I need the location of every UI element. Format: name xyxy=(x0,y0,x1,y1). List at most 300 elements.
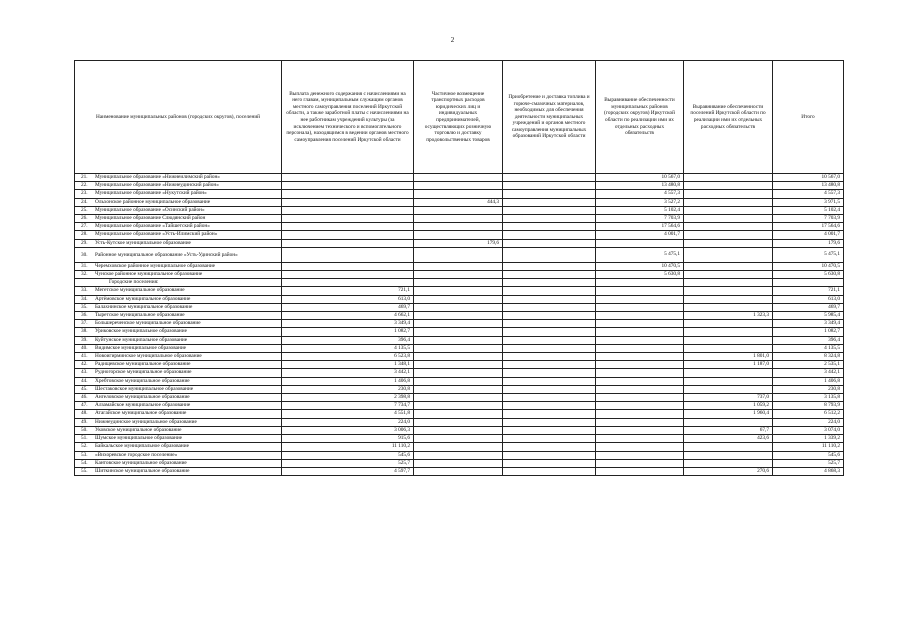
total-cell: 3 074,0 xyxy=(773,426,844,434)
settlements-equalization-cell xyxy=(684,239,773,247)
row-number: 25. xyxy=(81,206,88,213)
header-fuel: Приобретение и доставка топлива и горюче-смазочных материалов, необходимых для обеспечения деятельности муниципальных учреждений и органов местного самоуправления муниципальных образований Иркутской области xyxy=(503,61,596,174)
fuel-cell xyxy=(503,385,596,393)
municipality-cell xyxy=(75,410,282,418)
fuel-cell xyxy=(503,344,596,352)
salary-cell: 525,7 xyxy=(282,459,414,467)
municipality-name: Ольхонское районное муниципальное образование xyxy=(95,198,211,205)
table-row xyxy=(75,206,844,214)
districts-equalization-cell xyxy=(596,443,684,451)
table-header-row xyxy=(75,61,844,174)
salary-cell xyxy=(282,231,414,239)
total-cell xyxy=(773,279,844,287)
salary-cell: 396,4 xyxy=(282,336,414,344)
settlements-equalization-cell xyxy=(684,198,773,206)
settlements-equalization-cell xyxy=(684,182,773,190)
fuel-cell xyxy=(503,231,596,239)
municipality-cell xyxy=(75,402,282,410)
transport-cell xyxy=(414,247,503,262)
row-number: 50. xyxy=(81,426,88,433)
settlements-equalization-cell xyxy=(684,174,773,182)
salary-cell xyxy=(282,206,414,214)
salary-cell: 469,7 xyxy=(282,303,414,311)
total-cell: 8 324,8 xyxy=(773,353,844,361)
fuel-cell xyxy=(503,279,596,287)
salary-cell: 545,6 xyxy=(282,451,414,459)
table-row xyxy=(75,443,844,451)
fuel-cell xyxy=(503,206,596,214)
municipality-name: Видимское муниципальное образование xyxy=(95,344,187,351)
row-number: 31. xyxy=(81,262,88,269)
fuel-cell xyxy=(503,198,596,206)
table-row xyxy=(75,312,844,320)
districts-equalization-cell xyxy=(596,361,684,369)
row-number: 44. xyxy=(81,377,88,384)
salary-cell: 4 662,1 xyxy=(282,312,414,320)
municipality-name: Чунское районное муниципальное образование xyxy=(95,271,203,278)
transport-cell xyxy=(414,271,503,279)
salary-cell xyxy=(282,279,414,287)
table-row xyxy=(75,279,844,287)
total-cell: 6 512,2 xyxy=(773,410,844,418)
settlements-equalization-cell xyxy=(684,190,773,198)
salary-cell: 224,0 xyxy=(282,418,414,426)
districts-equalization-cell: 17 564,6 xyxy=(596,223,684,231)
municipality-name: Рудногорское муниципальное образование xyxy=(95,369,192,376)
row-number: 45. xyxy=(81,385,88,392)
municipality-cell xyxy=(75,303,282,311)
subsidy-table xyxy=(74,60,844,476)
total-cell: 4 135,5 xyxy=(773,344,844,352)
transport-cell: 444,3 xyxy=(414,198,503,206)
municipality-name: Байкальское муниципальное образование xyxy=(95,443,189,450)
settlements-equalization-cell xyxy=(684,385,773,393)
districts-equalization-cell: 10 470,5 xyxy=(596,262,684,270)
municipality-cell xyxy=(75,451,282,459)
row-number: 43. xyxy=(81,369,88,376)
table-row xyxy=(75,287,844,295)
settlements-equalization-cell xyxy=(684,320,773,328)
total-cell: 469,7 xyxy=(773,303,844,311)
districts-equalization-cell xyxy=(596,467,684,475)
table-row xyxy=(75,182,844,190)
salary-cell: 4 551,8 xyxy=(282,410,414,418)
municipality-cell xyxy=(75,353,282,361)
municipality-name: Алзамайское муниципальное образование xyxy=(95,402,191,409)
municipality-cell xyxy=(75,435,282,443)
transport-cell xyxy=(414,206,503,214)
total-cell: 5 985,4 xyxy=(773,312,844,320)
municipality-name: Большереченское муниципальное образование xyxy=(95,320,201,327)
transport-cell xyxy=(414,190,503,198)
districts-equalization-cell: 4 557,3 xyxy=(596,190,684,198)
fuel-cell xyxy=(503,353,596,361)
districts-equalization-cell: 10 567,0 xyxy=(596,174,684,182)
municipality-name: Муниципальное образование Слюдянский район xyxy=(95,215,206,222)
municipality-name: Муниципальное образование «Нижнеилимский район» xyxy=(95,174,220,180)
table-row xyxy=(75,231,844,239)
transport-cell xyxy=(414,295,503,303)
districts-equalization-cell xyxy=(596,295,684,303)
fuel-cell xyxy=(503,328,596,336)
municipality-cell xyxy=(75,459,282,467)
fuel-cell xyxy=(503,182,596,190)
transport-cell xyxy=(414,287,503,295)
table-row xyxy=(75,435,844,443)
fuel-cell xyxy=(503,369,596,377)
table-row xyxy=(75,459,844,467)
districts-equalization-cell xyxy=(596,312,684,320)
settlements-equalization-cell xyxy=(684,279,773,287)
settlements-equalization-cell xyxy=(684,377,773,385)
districts-equalization-cell xyxy=(596,451,684,459)
table-row xyxy=(75,451,844,459)
total-cell: 1 406,8 xyxy=(773,377,844,385)
municipality-name: Городские поселения: xyxy=(109,279,159,286)
fuel-cell xyxy=(503,377,596,385)
fuel-cell xyxy=(503,402,596,410)
municipality-name: Шиткинское муниципальное образование xyxy=(95,467,190,474)
row-number: 49. xyxy=(81,418,88,425)
transport-cell xyxy=(414,223,503,231)
municipality-name: «Вихоревское городское поселение» xyxy=(95,451,178,458)
transport-cell xyxy=(414,312,503,320)
row-number: 38. xyxy=(81,328,88,335)
row-number: 36. xyxy=(81,312,88,319)
fuel-cell xyxy=(503,451,596,459)
settlements-equalization-cell: 67,7 xyxy=(684,426,773,434)
settlements-equalization-cell xyxy=(684,215,773,223)
settlements-equalization-cell: 1 059,2 xyxy=(684,402,773,410)
row-number: 54. xyxy=(81,459,88,466)
districts-equalization-cell xyxy=(596,377,684,385)
transport-cell xyxy=(414,394,503,402)
table-row xyxy=(75,353,844,361)
municipality-cell xyxy=(75,262,282,270)
fuel-cell xyxy=(503,459,596,467)
transport-cell xyxy=(414,320,503,328)
municipality-cell xyxy=(75,320,282,328)
municipality-name: Ангеловское муниципальное образование xyxy=(95,394,190,401)
municipality-name: Мегетское муниципальное образование xyxy=(95,287,185,294)
municipality-cell xyxy=(75,215,282,223)
districts-equalization-cell xyxy=(596,435,684,443)
salary-cell: 3 349,4 xyxy=(282,320,414,328)
row-number: 33. xyxy=(81,287,88,294)
total-cell: 2 535,1 xyxy=(773,361,844,369)
settlements-equalization-cell xyxy=(684,328,773,336)
municipality-name: Муниципальное образование «Тайшетский район» xyxy=(95,223,210,230)
row-number: 37. xyxy=(81,320,88,327)
salary-cell xyxy=(282,174,414,182)
municipality-name: Уковское муниципальное образование xyxy=(95,426,182,433)
transport-cell xyxy=(414,369,503,377)
municipality-name: Черемховское районное муниципальное образование xyxy=(95,262,216,269)
transport-cell xyxy=(414,344,503,352)
municipality-cell xyxy=(75,223,282,231)
salary-cell xyxy=(282,271,414,279)
municipality-cell xyxy=(75,271,282,279)
municipality-cell xyxy=(75,328,282,336)
row-number: 35. xyxy=(81,303,88,310)
municipality-cell xyxy=(75,239,282,247)
transport-cell xyxy=(414,410,503,418)
settlements-equalization-cell xyxy=(684,418,773,426)
table-row xyxy=(75,215,844,223)
transport-cell xyxy=(414,467,503,475)
fuel-cell xyxy=(503,426,596,434)
row-number: 55. xyxy=(81,467,88,474)
transport-cell xyxy=(414,459,503,467)
table-row xyxy=(75,377,844,385)
fuel-cell xyxy=(503,336,596,344)
districts-equalization-cell xyxy=(596,303,684,311)
total-cell: 1 082,7 xyxy=(773,328,844,336)
transport-cell xyxy=(414,426,503,434)
row-number: 53. xyxy=(81,451,88,458)
districts-equalization-cell xyxy=(596,239,684,247)
transport-cell xyxy=(414,377,503,385)
districts-equalization-cell: 3 527,2 xyxy=(596,198,684,206)
municipality-cell xyxy=(75,418,282,426)
transport-cell xyxy=(414,174,503,182)
settlements-equalization-cell xyxy=(684,369,773,377)
table-row xyxy=(75,394,844,402)
total-cell: 4 001,7 xyxy=(773,231,844,239)
header-salary: Выплата денежного содержания с начислениями на него главам, муниципальным служащим органов местного самоуправления поселений Иркутской области, а также заработной платы с начислениями на нее работникам учреждений культуры (за исключением технического и вспомогательного персонала), находящимся в ведении органов местного самоуправления поселений Иркутской области xyxy=(282,61,414,174)
settlements-equalization-cell xyxy=(684,443,773,451)
municipality-name: Новоигирминское муниципальное образование xyxy=(95,353,202,360)
municipality-name: Районное муниципальное образование «Усть-Удинский район» xyxy=(95,251,238,258)
transport-cell xyxy=(414,303,503,311)
settlements-equalization-cell: 1 801,0 xyxy=(684,353,773,361)
districts-equalization-cell: 13 480,8 xyxy=(596,182,684,190)
districts-equalization-cell: 7 703,9 xyxy=(596,215,684,223)
transport-cell xyxy=(414,231,503,239)
row-number: 42. xyxy=(81,361,88,368)
salary-cell xyxy=(282,198,414,206)
table-row xyxy=(75,361,844,369)
total-cell: 5 102,4 xyxy=(773,206,844,214)
table-row xyxy=(75,426,844,434)
municipality-cell xyxy=(75,198,282,206)
fuel-cell xyxy=(503,435,596,443)
salary-cell: 721,1 xyxy=(282,287,414,295)
row-number: 22. xyxy=(81,182,88,189)
header-name: Наименование муниципальных районов (городских округов), поселений xyxy=(75,61,282,174)
total-cell: 17 564,6 xyxy=(773,223,844,231)
table-row xyxy=(75,247,844,262)
total-cell: 8 793,9 xyxy=(773,402,844,410)
settlements-equalization-cell: 270,6 xyxy=(684,467,773,475)
settlements-equalization-cell xyxy=(684,206,773,214)
salary-cell: 230,8 xyxy=(282,385,414,393)
table-row xyxy=(75,174,844,182)
municipality-name: Шумское муниципальное образование xyxy=(95,435,183,442)
transport-cell xyxy=(414,435,503,443)
total-cell: 11 110,2 xyxy=(773,443,844,451)
salary-cell: 3 442,1 xyxy=(282,369,414,377)
settlements-equalization-cell xyxy=(684,459,773,467)
municipality-name: Балахнинское муниципальное образование xyxy=(95,303,193,310)
total-cell: 4 557,3 xyxy=(773,190,844,198)
transport-cell xyxy=(414,328,503,336)
salary-cell: 915,6 xyxy=(282,435,414,443)
settlements-equalization-cell: 737,0 xyxy=(684,394,773,402)
table-row xyxy=(75,369,844,377)
fuel-cell xyxy=(503,190,596,198)
total-cell: 721,1 xyxy=(773,287,844,295)
transport-cell xyxy=(414,353,503,361)
total-cell: 230,8 xyxy=(773,385,844,393)
municipality-cell xyxy=(75,336,282,344)
districts-equalization-cell xyxy=(596,402,684,410)
table-row xyxy=(75,410,844,418)
row-number: 23. xyxy=(81,190,88,197)
row-number: 21. xyxy=(81,174,88,180)
districts-equalization-cell xyxy=(596,410,684,418)
row-number: 30. xyxy=(81,251,88,258)
municipality-name: Муниципальное образование «Усть-Илимский район» xyxy=(95,231,218,238)
salary-cell: 1 348,1 xyxy=(282,361,414,369)
table-row xyxy=(75,271,844,279)
municipality-cell xyxy=(75,394,282,402)
table-row xyxy=(75,467,844,475)
salary-cell xyxy=(282,190,414,198)
table-row xyxy=(75,262,844,270)
fuel-cell xyxy=(503,223,596,231)
settlements-equalization-cell xyxy=(684,271,773,279)
row-number: 34. xyxy=(81,295,88,302)
fuel-cell xyxy=(503,320,596,328)
salary-cell: 613,0 xyxy=(282,295,414,303)
districts-equalization-cell: 5 475,1 xyxy=(596,247,684,262)
salary-cell xyxy=(282,262,414,270)
salary-cell: 1 082,7 xyxy=(282,328,414,336)
municipality-name: Уриковское муниципальное образование xyxy=(95,328,187,335)
districts-equalization-cell: 4 001,7 xyxy=(596,231,684,239)
fuel-cell xyxy=(503,287,596,295)
row-number: 39. xyxy=(81,336,88,343)
districts-equalization-cell xyxy=(596,336,684,344)
districts-equalization-cell: 5 630,8 xyxy=(596,271,684,279)
transport-cell xyxy=(414,451,503,459)
municipality-cell xyxy=(75,182,282,190)
salary-cell: 1 406,8 xyxy=(282,377,414,385)
settlements-equalization-cell: 1 187,0 xyxy=(684,361,773,369)
salary-cell: 2 398,8 xyxy=(282,394,414,402)
municipality-name: Муниципальное образование «Нукутский район» xyxy=(95,190,207,197)
municipality-cell xyxy=(75,247,282,262)
municipality-name: Муниципальное образование «Осинский район» xyxy=(95,206,205,213)
fuel-cell xyxy=(503,215,596,223)
municipality-name: Тыретское муниципальное образование xyxy=(95,312,185,319)
fuel-cell xyxy=(503,303,596,311)
salary-cell xyxy=(282,182,414,190)
salary-cell xyxy=(282,223,414,231)
transport-cell xyxy=(414,402,503,410)
fuel-cell xyxy=(503,239,596,247)
table-body xyxy=(75,174,844,476)
fuel-cell xyxy=(503,247,596,262)
row-number: 41. xyxy=(81,353,88,360)
municipality-cell xyxy=(75,369,282,377)
settlements-equalization-cell xyxy=(684,247,773,262)
districts-equalization-cell xyxy=(596,394,684,402)
settlements-equalization-cell xyxy=(684,223,773,231)
header-total: Итого xyxy=(773,61,844,174)
table-row xyxy=(75,223,844,231)
total-cell: 525,7 xyxy=(773,459,844,467)
total-cell: 1 339,2 xyxy=(773,435,844,443)
municipality-name: Хребтовское муниципальное образование xyxy=(95,377,190,384)
municipality-name: Муниципальное образование «Нижнеудинский район» xyxy=(95,182,219,189)
table-row xyxy=(75,320,844,328)
table-row xyxy=(75,303,844,311)
municipality-cell xyxy=(75,467,282,475)
row-number: 52. xyxy=(81,443,88,450)
municipality-name: Артёмовское муниципальное образование xyxy=(95,295,191,302)
total-cell: 613,0 xyxy=(773,295,844,303)
municipality-name: Радищевское муниципальное образование xyxy=(95,361,191,368)
districts-equalization-cell xyxy=(596,459,684,467)
municipality-cell xyxy=(75,174,282,182)
municipality-cell xyxy=(75,206,282,214)
salary-cell: 4 597,7 xyxy=(282,467,414,475)
salary-cell: 4 135,5 xyxy=(282,344,414,352)
transport-cell xyxy=(414,336,503,344)
row-number: 24. xyxy=(81,198,88,205)
fuel-cell xyxy=(503,361,596,369)
municipality-cell xyxy=(75,279,282,287)
total-cell: 5 630,8 xyxy=(773,271,844,279)
municipality-name: Кантовское муниципальное образование xyxy=(95,459,187,466)
settlements-equalization-cell xyxy=(684,303,773,311)
transport-cell xyxy=(414,361,503,369)
districts-equalization-cell xyxy=(596,287,684,295)
fuel-cell xyxy=(503,418,596,426)
table-row xyxy=(75,385,844,393)
row-number: 28. xyxy=(81,231,88,238)
total-cell: 10 567,0 xyxy=(773,174,844,182)
fuel-cell xyxy=(503,174,596,182)
transport-cell xyxy=(414,182,503,190)
total-cell: 545,6 xyxy=(773,451,844,459)
salary-cell xyxy=(282,215,414,223)
districts-equalization-cell xyxy=(596,320,684,328)
municipality-cell xyxy=(75,295,282,303)
salary-cell: 7 734,7 xyxy=(282,402,414,410)
transport-cell xyxy=(414,443,503,451)
fuel-cell xyxy=(503,262,596,270)
table-row xyxy=(75,190,844,198)
table-row xyxy=(75,402,844,410)
total-cell: 13 480,8 xyxy=(773,182,844,190)
page-number: 2 xyxy=(450,36,455,44)
municipality-cell xyxy=(75,344,282,352)
salary-cell: 6 523,8 xyxy=(282,353,414,361)
transport-cell xyxy=(414,279,503,287)
fuel-cell xyxy=(503,410,596,418)
municipality-cell xyxy=(75,190,282,198)
districts-equalization-cell xyxy=(596,426,684,434)
municipality-cell xyxy=(75,312,282,320)
row-number: 29. xyxy=(81,239,88,246)
table-row xyxy=(75,328,844,336)
row-number: 27. xyxy=(81,223,88,230)
municipality-cell xyxy=(75,231,282,239)
fuel-cell xyxy=(503,271,596,279)
